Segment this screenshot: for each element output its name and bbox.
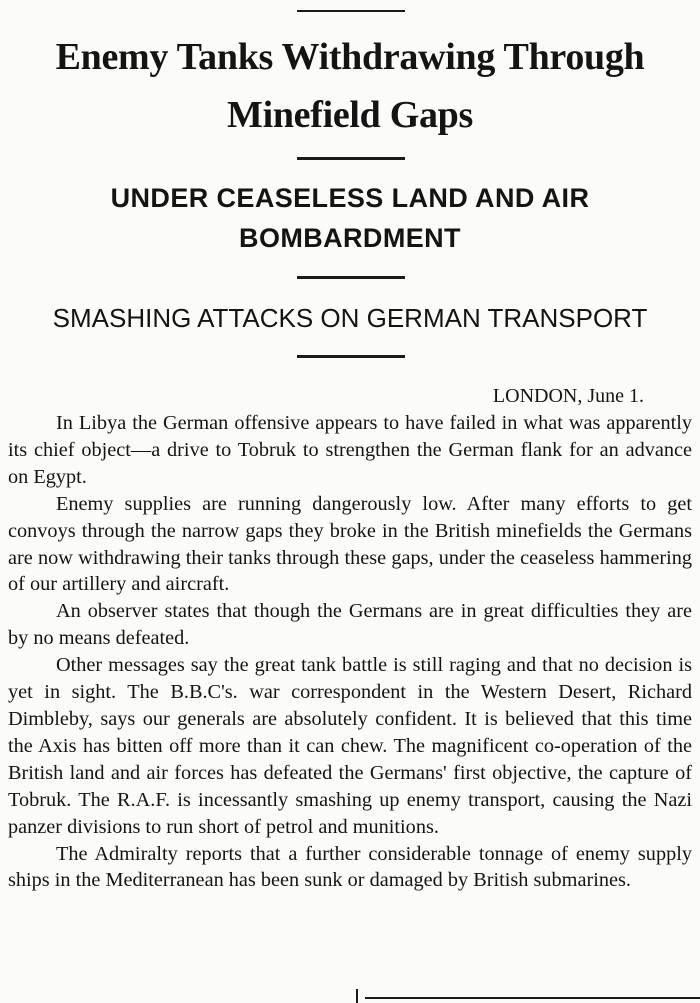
paragraph: An observer states that though the Germans are in great difficulties they are by no means defeated.: [8, 600, 692, 650]
paragraph: The Admiralty reports that a further considerable tonnage of enemy supply ships in the Mediterranean has been sunk or damaged by British submarines.: [8, 842, 692, 892]
article-body: [8, 410, 692, 894]
top-rule: [297, 10, 405, 12]
bottom-rule: [365, 997, 700, 999]
dateline: LONDON, June 1.: [492, 385, 644, 407]
column-tick: [356, 989, 358, 1003]
paragraph: In Libya the German offensive appears to have failed in what was apparently its chief object—a drive to Tobruk to strengthen the German flank for an advance on Egypt.: [8, 412, 692, 488]
subheadline-secondary: SMASHING ATTACKS ON GERMAN TRANSPORT: [52, 303, 648, 333]
paragraph: Enemy supplies are running dangerously low. After many efforts to get convoys through the narrow gaps they broke in the British minefields the Germans are now withdrawing their tanks through these gaps, under the ceaseless hammering of our artillery and aircraft.: [8, 492, 692, 596]
divider-rule: [297, 157, 405, 160]
divider-rule: [297, 355, 405, 358]
divider-rule: [297, 276, 405, 279]
headline: Enemy Tanks Withdrawing Through Minefield Gaps: [55, 36, 645, 136]
subheadline: UNDER CEASELESS LAND AND AIR BOMBARDMENT: [110, 183, 590, 253]
paragraph: Other messages say the great tank battle is still raging and that no decision is yet in sight. The B.B.C's. war correspondent in the Western Desert, Richard Dimbleby, says our generals are absolutely confident. It is believed that this time the Axis has bitten off more than it can chew. The magnificent co-operation of the British land and air forces has defeated the Germans' first objective, the capture of Tobruk. The R.A.F. is incessantly smashing up enemy transport, causing the Nazi panzer divisions to run short of petrol and munitions.: [8, 654, 692, 838]
